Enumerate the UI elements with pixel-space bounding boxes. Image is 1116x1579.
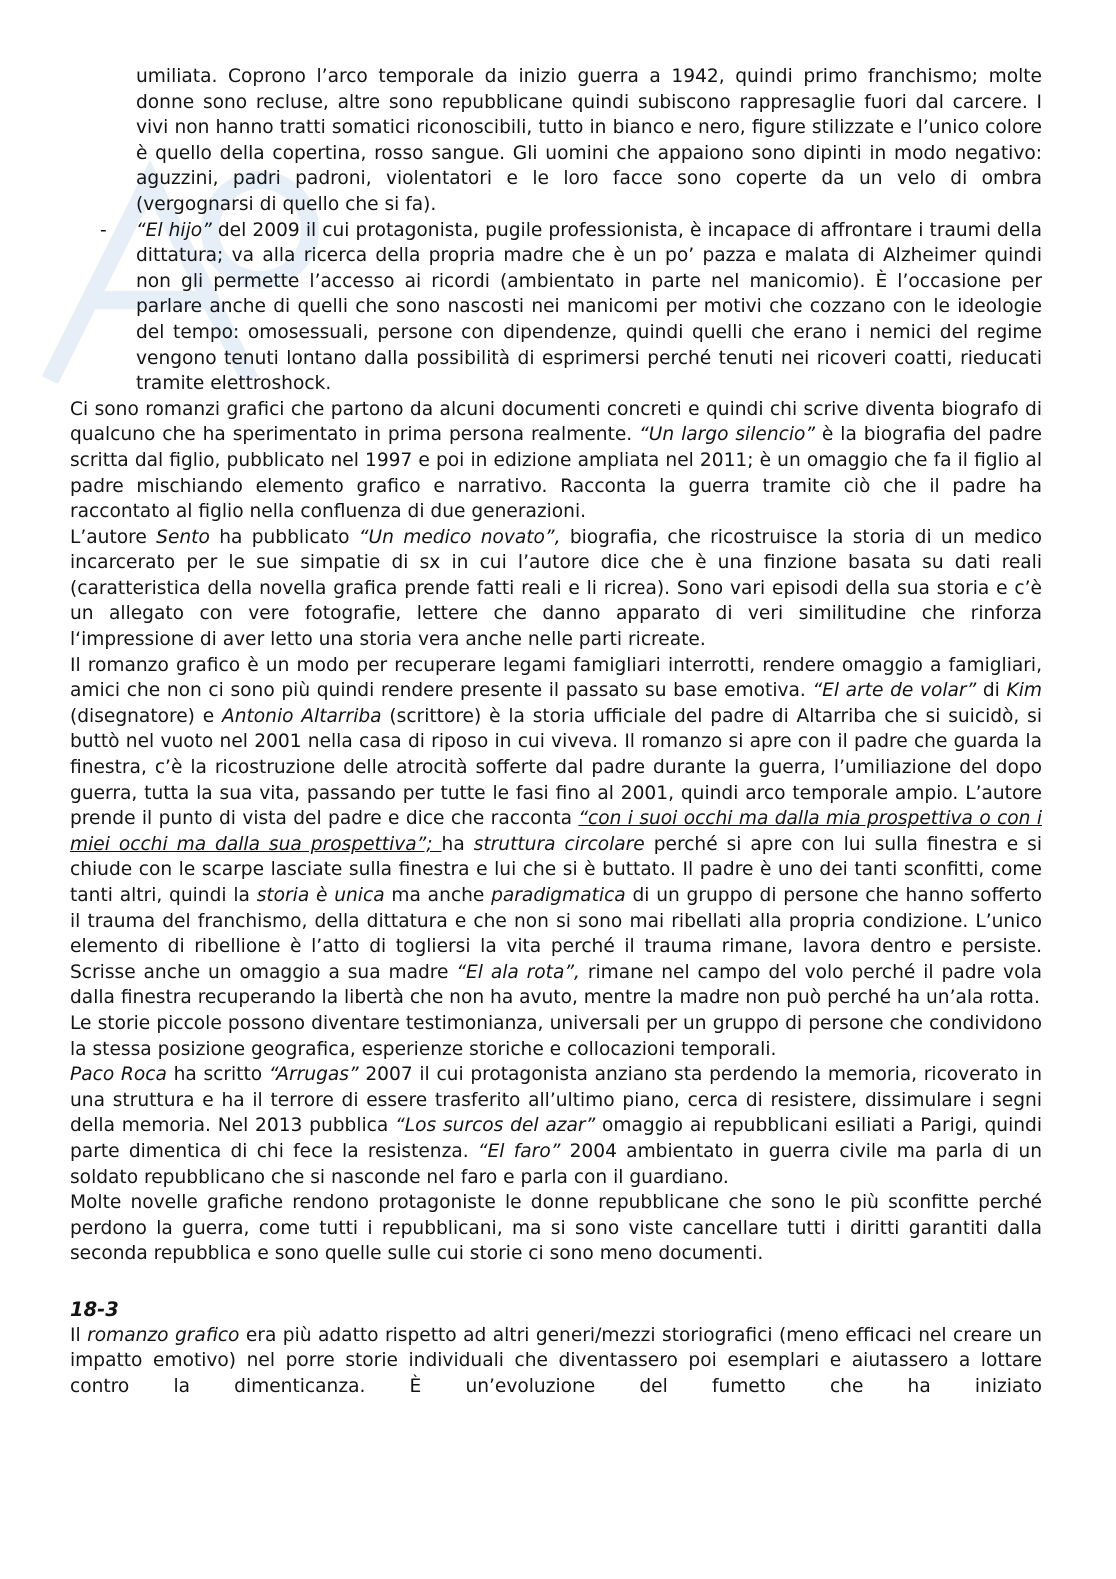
text-span: L’autore <box>70 526 157 548</box>
text-span: (scrittore) è la storia ufficiale del padre di Altarriba che si suicidò, si buttò nel vuoto nel 2001 nella casa di riposo in cui viveva. Il romanzo si apre con il padre che guarda la finestra, c’è la ricostruzione delle atrocità sofferte dal padre durante la guerra, l’umiliazione del dopo guerra, tutta la sua vita, passando per tutte le fasi fino al 2001, quindi arco temporale ampio. L’autore prende il punto di vista del padre e dice che racconta <box>70 705 1043 830</box>
text-span: ha scritto <box>166 1064 269 1086</box>
text-span: Il romanzo grafico è un modo per recuperare legami famigliari interrotti, rendere omaggio a famigliari, amici che non ci sono più quindi rendere presente il passato su base emotiva. <box>70 654 1042 702</box>
bullet-item-el-hijo <box>100 218 1042 397</box>
paragraph-donne-repubblicane: Molte novelle grafiche rendono protagoniste le donne repubblicane che sono le più sconfitte perché perdono la guerra, come tutti i repubblicani, ma si sono viste cancellare tutti i diritti garantiti dalla seconda repubblica e sono quelle sulle cui storie ci sono meno documenti. <box>70 1192 1042 1265</box>
paragraph-un-largo-silencio <box>70 397 1042 525</box>
title-el-ala-rota: “El ala rota”, <box>456 961 580 983</box>
text-span: (disegnatore) e <box>70 705 223 727</box>
title-un-largo-silencio: “Un largo silencio” <box>639 424 816 446</box>
text-span: ma anche <box>384 885 492 906</box>
paragraph-continuation: umiliata. Coprono l’arco temporale da inizio guerra a 1942, quindi primo franchismo; molte donne sono recluse, altre sono repubblicane quindi subiscono rappresaglie fuori dal carcere. I vivi non hanno tratti somatici riconoscibili, tutto in bianco e nero, figure stilizzate e l’unico colore è quello della copertina, rosso sangue. Gli uomini che appaiono sono dipinti in modo negativo: aguzzini, padri padroni, violentatori e le loro facce sono coperte da un velo di ombra (vergognarsi di quello che si fa). <box>136 66 1042 215</box>
title-un-medico-novato: “Un medico novato”, <box>358 526 561 548</box>
text-span: 2004 ambientato in guerra civile ma parla di un soldato repubblicano che si nasconde nel faro e parla con il guardiano. <box>70 1140 1042 1188</box>
title-el-hijo: “El hijo” <box>136 219 212 241</box>
author-antonio-altarriba: Antonio Altarriba <box>222 705 382 727</box>
paragraph-paco-roca <box>70 1062 1042 1190</box>
text-span: di un gruppo di persone che hanno sofferto il trauma del franchismo, della dittatura e che non si sono mai ribellati alla propria condizione. L’unico elemento di ribellione è l’atto di togliersi la vita perché il trauma rimane, lavora dentro e persiste. Scrisse anche un omaggio a sua madre <box>70 885 1043 983</box>
text-span: ha <box>441 833 474 855</box>
paragraph-un-medico-novato <box>70 525 1042 653</box>
text-span: rimane nel campo del volo perché il padre vola dalla finestra recuperando la libertà che non ha avuto, mentre la madre non può perché ha un’ala rotta. <box>70 961 1042 1009</box>
text-span: Ci sono romanzi grafici che partono da alcuni documenti concreti e quindi chi scrive diventa biografo di qualcuno che ha sperimentato in prima persona realmente. <box>70 398 1042 446</box>
text-span: è la biografia del padre scritta dal figlio, pubblicato nel 1997 e poi in edizione ampliata nel 2011; è un omaggio che fa il figlio al padre mischiando elemento grafico e narrativo. Racconta la guerra tramite ciò che il padre ha raccontato al figlio nella confluenza di due generazioni. <box>70 424 1042 523</box>
section-heading: 18-3 <box>70 1297 119 1321</box>
bullet-text: del 2009 il cui protagonista, pugile professionista, è incapace di affrontare i traumi della dittatura; va alla ricerca della propria madre che è un po’ pazza e malata di Alzheimer quindi non gli permette l’accesso ai ricordi (ambientato in parte nel manicomio). È l’occasione per parlare anche di quelli che sono nascosti nei manicomi per motivi che cozzano con le ideologie del tempo: omosessuali, persone con dipendenze, quindi quelli che erano i nemici del regime vengono tenuti lontano dalla possibilità di esprimersi perché tenuti nei ricoveri coatti, rieducati tramite elettroshock. <box>136 219 1042 395</box>
text-span: Il <box>70 1324 88 1346</box>
underlined-quote: “con i suoi occhi ma dalla mia prospettiva o con i miei occhi ma dalla sua prospettiva”; <box>70 808 1042 855</box>
text-span: omaggio ai repubblicani esiliati a Parigi, quindi parte dimentica di chi fece la resistenza. <box>70 1115 1042 1162</box>
text-span: perché si apre con lui sulla finestra e si chiude con le scarpe lasciate sulla finestra e lui che si è buttato. Il padre è uno dei tanti sconfitti, come tanti altri, quindi la <box>70 833 1043 906</box>
term-storia-unica: storia è unica <box>256 885 385 906</box>
spacer <box>70 1267 1042 1297</box>
paragraph-storie-piccole: Le storie piccole possono diventare testimonianza, universali per un gruppo di persone che condividono la stessa posizione geografica, esperienze storiche e collocazioni temporali. <box>70 1012 1042 1060</box>
text-span: era più adatto rispetto ad altri generi/mezzi storiografici (meno efficaci nel creare un impatto emotivo) nel porre storie individuali che diventassero poi esemplari e aiutassero a lottare contro la dimenticanza. È un’evoluzione del fumetto che ha iniziato <box>70 1324 1043 1397</box>
term-struttura-circolare: struttura circolare <box>473 833 645 855</box>
paragraph-el-arte-de-volar <box>70 653 1042 1011</box>
title-el-arte-de-volar: “El arte de volar” <box>812 680 977 702</box>
title-los-surcos-del-azar: “Los surcos del azar” <box>395 1115 596 1137</box>
title-arrugas: “Arrugas” <box>268 1064 359 1086</box>
paragraph-romanzo-grafico <box>70 1323 1042 1400</box>
author-paco-roca: Paco Roca <box>70 1064 167 1086</box>
term-romanzo-grafico: romanzo grafico <box>87 1324 240 1346</box>
text-span: biografia, che ricostruisce la storia di un medico incarcerato per le sue simpatie di sx in cui l’autore dice che è una finzione basata su dati reali (caratteristica della novella grafica prende fatti reali e li ricrea). Sono vari episodi della sua storia e c’è un allegato con vere fotografie, lettere che danno apparato di veri similitudine che rinforza l‘impressione di aver letto una storia vera anche nelle parti ricreate. <box>70 526 1042 651</box>
author-sento: Sento <box>156 526 210 548</box>
bullet-dash: - <box>100 219 107 241</box>
author-kim: Kim <box>1006 680 1042 702</box>
text-span: ha pubblicato <box>209 526 359 548</box>
text-span: di <box>976 680 1007 702</box>
title-el-faro: “El faro” <box>477 1140 561 1162</box>
document-body <box>70 64 1042 1399</box>
term-paradigmatica: paradigmatica <box>491 885 626 906</box>
text-span: 2007 il cui protagonista anziano sta perdendo la memoria, ricoverato in una struttura e ha il terrore di essere trasferito all’ultimo piano, cerca di resistere, dissimulare i segni della memoria. Nel 2013 pubblica <box>70 1064 1042 1137</box>
